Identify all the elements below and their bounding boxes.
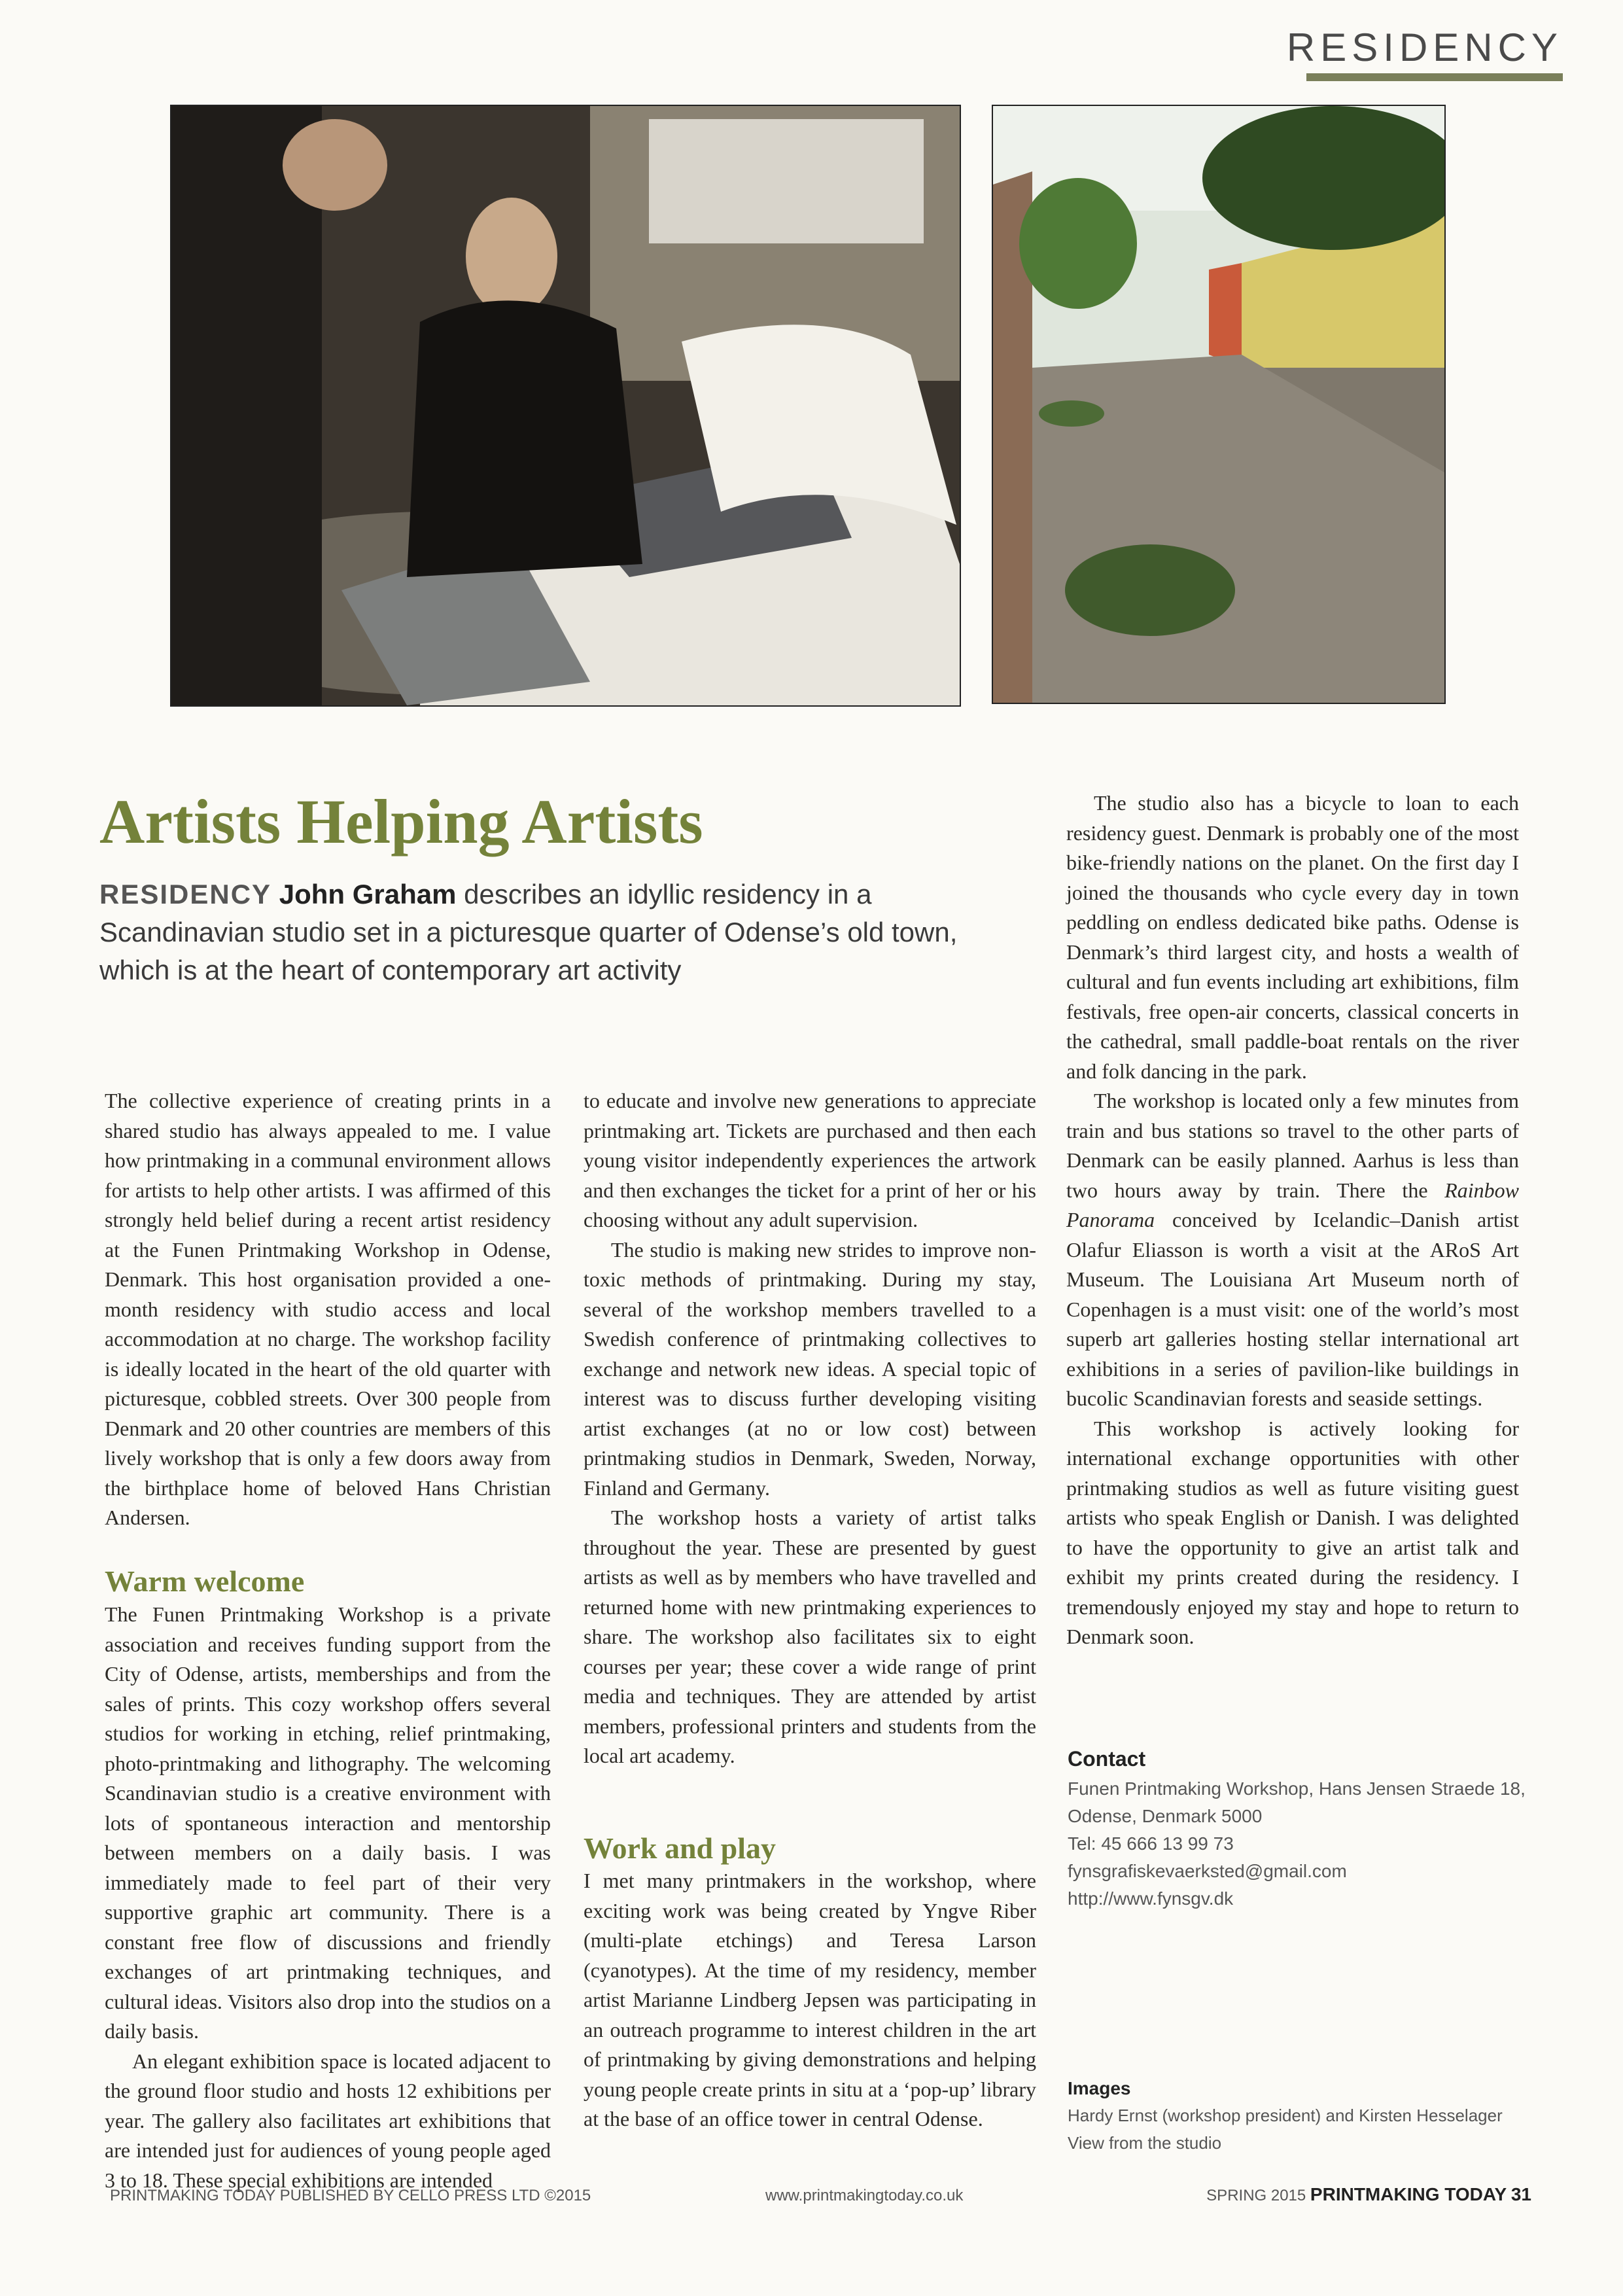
page-number: 31 (1510, 2184, 1531, 2204)
street-photo (992, 105, 1446, 704)
contact-phone: Tel: 45 666 13 99 73 (1068, 1833, 1234, 1854)
column-1-continued (105, 1600, 551, 2195)
footer-publisher: PRINTMAKING TODAY PUBLISHED BY CELLO PRESS LTD ©2015 (110, 2187, 591, 2204)
column-2 (584, 1086, 1036, 1771)
standfirst-author: John Graham (279, 879, 457, 910)
contact-city: Odense, Denmark 5000 (1068, 1806, 1263, 1826)
col1-paragraph-3: An elegant exhibition space is located adjacent to the ground floor studio and hosts 12 exhibitions per year. The gallery also facilitates art exhibitions that are intended just for audiences of young people aged 3 to 18. These special exhibitions are intended (105, 2049, 551, 2192)
images-credits (1068, 2078, 1539, 2157)
col2-paragraph-3: The workshop hosts a variety of artist talks throughout the year. These are presented by guest artists as well as by members who have travelled and returned home with new printmaking experiences to share. The workshop also facilitates six to eight courses per year; these cover a wide range of print media and techniques. They are attended by artist members, professional printers and students from the local art academy. (584, 1506, 1036, 1767)
col2-paragraph-2: The studio is making new strides to improve non-toxic methods of printmaking. During my stay, several of the workshop members travelled to a Swedish conference of printmaking collectives to exchange and network new ideas. A special topic of interest was to discuss further developing visiting artist exchanges (at no or low cost) between printmaking studios in Denmark, Sweden, Norway, Finland and Germany. (584, 1237, 1036, 1500)
contact-box (1068, 1747, 1526, 1913)
images-caption-2: View from the studio (1068, 2133, 1222, 2153)
images-heading: Images (1068, 2078, 1131, 2098)
street-photo-art (993, 106, 1444, 703)
contact-heading: Contact (1068, 1747, 1146, 1771)
article-title: Artists Helping Artists (99, 786, 703, 857)
footer-website: www.printmakingtoday.co.uk (765, 2187, 964, 2204)
col3-paragraph-2 (1066, 1086, 1519, 1414)
col3-paragraph-3: This workshop is actively looking for international exchange opportunities with other printmaking studios as well as future visiting guest artists who speak English or Danish. I was delighted to have the opportunity to give an artist talk and exhibit my prints created during the residency. I tremendously enjoyed my stay and hope to return to Denmark soon. (1066, 1416, 1519, 1648)
footer-issue-date: SPRING 2015 (1206, 2187, 1306, 2204)
standfirst-kicker: RESIDENCY (99, 879, 272, 910)
standfirst (99, 875, 1015, 989)
subhead-warm-welcome: Warm welcome (105, 1564, 305, 1598)
column-1 (105, 1086, 551, 1533)
column-3 (1066, 788, 1519, 1652)
rainbow-panorama-title: Rainbow Panorama (1066, 1178, 1520, 1231)
workshop-photo-art (171, 106, 960, 705)
col3-paragraph-1: The studio also has a bicycle to loan to each residency guest. Denmark is probably one of the most bike-friendly nations on the planet. On the first day I joined the thousands who cycle every day in town peddling on endless dedicated bike paths. Odense is Denmark’s third largest city, and hosts a wealth of cultural and fun events including art exhibitions, film festivals, free open-air concerts, classical concerts in the cathedral, small paddle-boat rentals on the river and folk dancing in the park. (1066, 791, 1519, 1083)
col2-paragraph-4: I met many printmakers in the workshop, where exciting work was being created by Yngve Riber (multi-plate etchings) and Teresa Larson (cyanotypes). At the time of my residency, member artist Marianne Lindberg Jepsen was participating in an outreach programme to interest children in the art of printmaking by giving demonstrations and helping young people create prints in situ at a ‘pop-up’ library at the base of an office tower in central Odense. (584, 1869, 1036, 2130)
col3-paragraph-2-part-b: conceived by Icelandic–Danish artist Olafur Eliasson is worth a visit at the ARoS Art Museum. The Louisiana Art Museum north of Copenhagen is a must visit: one of the world’s most superb art galleries hosting stellar international art exhibitions in a series of pavilion-like buildings in bucolic Scandinavian forests and seaside settings. (1066, 1208, 1520, 1410)
standfirst-text: describes an idyllic residency in a Scandinavian studio set in a picturesque quarter of Odense’s old town, which is at the heart of contemporary art activity (99, 879, 958, 985)
contact-website: http://www.fynsgv.dk (1068, 1888, 1234, 1909)
contact-email: fynsgrafiskevaerksted@gmail.com (1068, 1861, 1347, 1881)
col3-paragraph-2-part-a: The workshop is located only a few minutes from train and bus stations so travel to the other parts of Denmark can be easily planned. Aarhus is less than two hours away by train. There the (1066, 1089, 1519, 1202)
workshop-photo (170, 105, 961, 707)
images-caption-1: Hardy Ernst (workshop president) and Kirsten Hesselager (1068, 2106, 1503, 2125)
col1-paragraph-1: The collective experience of creating prints in a shared studio has always appealed to me. I value how printmaking in a communal environment allows for artists to help other artists. I was affirmed of this strongly held belief during a recent artist residency at the Funen Printmaking Workshop in Odense, Denmark. This host organisation provided a one-month residency with studio access and local accommodation at no charge. The workshop facility is ideally located in the heart of the old quarter with picturesque, cobbled streets. Over 300 people from Denmark and 20 other countries are members of this lively workshop that is only a few doors away from the birthplace home of beloved Hans Christian Andersen. (105, 1089, 551, 1529)
subhead-work-and-play: Work and play (584, 1831, 776, 1865)
footer-magazine-title: PRINTMAKING TODAY (1310, 2184, 1507, 2204)
col2-paragraph-1: to educate and involve new generations to appreciate printmaking art. Tickets are purchased and then each young visitor independently experiences the artwork and then exchanges the ticket for a print of her or his choosing without any adult supervision. (584, 1089, 1036, 1231)
col1-paragraph-2: The Funen Printmaking Workshop is a private association and receives funding support from the City of Odense, artists, memberships and from the sales of prints. This cozy workshop offers several studios for working in etching, relief printmaking, photo-printmaking and lithography. The welcoming Scandinavian studio is a creative environment with lots of spontaneous interaction and mentorship between members on a daily basis. I was immediately made to feel part of their very supportive graphic art community. There is a constant free flow of discussions and friendly exchanges of art printmaking techniques, and cultural ideas. Visitors also drop into the studios on a daily basis. (105, 1602, 551, 2043)
section-label: RESIDENCY (1286, 26, 1563, 69)
section-rule (1306, 73, 1563, 81)
column-2-continued (584, 1866, 1036, 2134)
footer-issue (1206, 2184, 1531, 2205)
contact-address: Funen Printmaking Workshop, Hans Jensen Straede 18, (1068, 1778, 1526, 1799)
